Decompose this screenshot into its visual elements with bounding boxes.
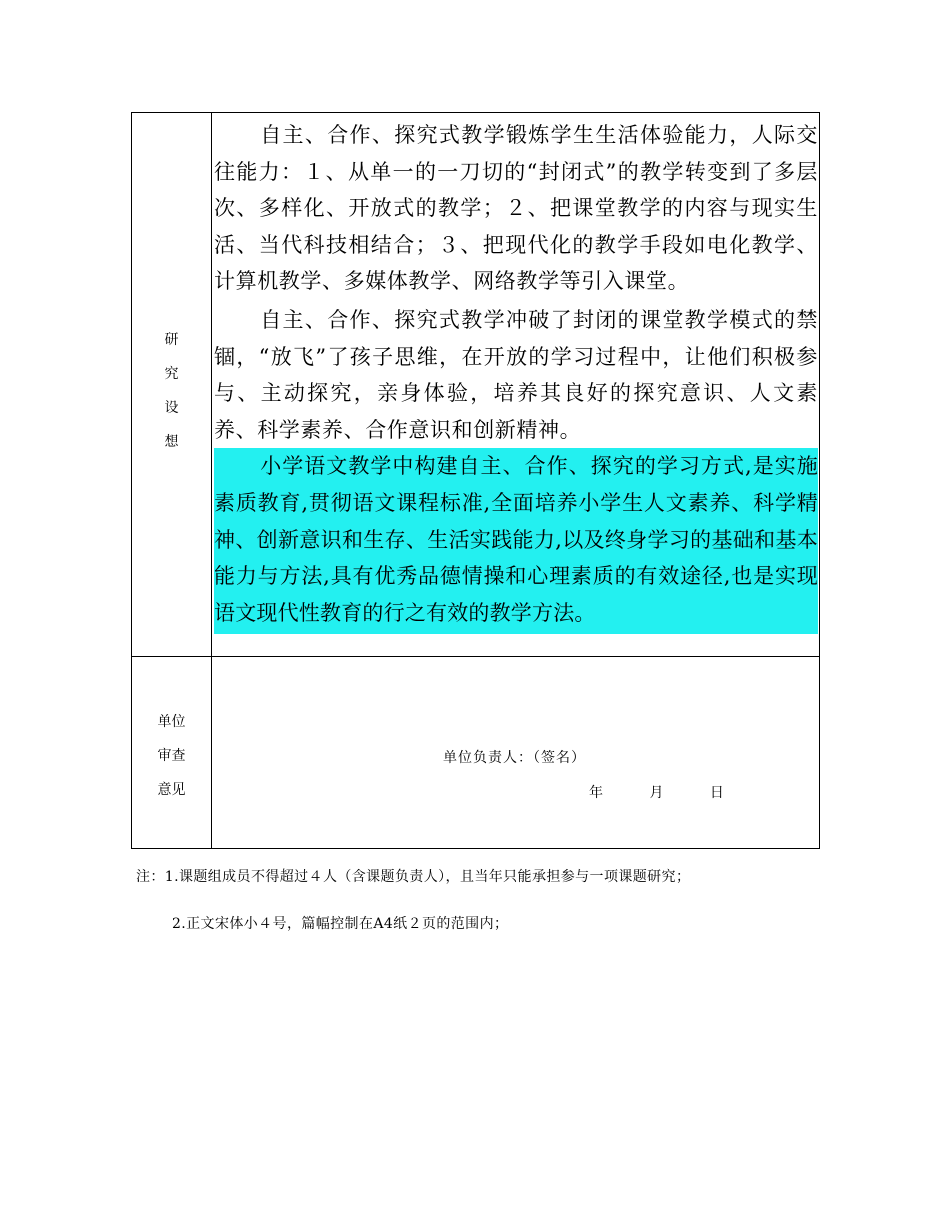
note-line-2: 2.正文宋体小４号，篇幅控制在A4纸２页的范围内； (172, 916, 509, 932)
research-plan-content (214, 117, 818, 634)
label-line: 意见 (157, 782, 186, 798)
research-plan-label (132, 323, 211, 459)
date-day: 日 (709, 785, 724, 801)
date-month: 月 (649, 785, 664, 801)
label-char: 设 (164, 400, 179, 416)
label-char: 究 (164, 366, 179, 382)
note-line-1: 注：1.课题组成员不得超过４人（含课题负责人），且当年只能承担参与一项课题研究； (136, 869, 691, 885)
application-form-table (131, 112, 820, 849)
paragraph: 自主、合作、探究式教学冲破了封闭的课堂教学模式的禁锢，“放飞”了孩子思维，在开放的学习过程中，让他们积极参与、主动探究，亲身体验，培养其良好的探究意识、人文素养、科学素养、合作意识和创新精神。 (214, 307, 818, 442)
date-line (589, 782, 766, 802)
unit-review-label (132, 705, 211, 807)
label-line: 审查 (157, 748, 186, 764)
row-divider (132, 656, 819, 657)
column-divider (211, 113, 212, 848)
label-line: 单位 (157, 714, 186, 730)
label-char: 研 (164, 332, 179, 348)
paragraph: 自主、合作、探究式教学锻炼学生生活体验能力，人际交往能力：１、从单一的一刀切的“封闭式”的教学转变到了多层次、多样化、开放式的教学；２、把课堂教学的内容与现实生活、当代科技相结合；３、把现代化的教学手段如电化教学、计算机教学、多媒体教学、网络教学等引入课堂。 (214, 123, 818, 294)
date-year: 年 (589, 785, 603, 801)
label-char: 想 (164, 434, 179, 450)
highlighted-paragraph: 小学语文教学中构建自主、合作、探究的学习方式,是实施素质教育,贯彻语文课程标准,全面培养小学生人文素养、科学精神、创新意识和生存、生活实践能力,以及终身学习的基础和基本能力与方法,具有优秀品德情操和心理素质的有效途径,也是实现语文现代性教育的行之有效的教学方法。 (214, 448, 818, 634)
signature-line: 单位负责人：（签名） (443, 750, 586, 766)
